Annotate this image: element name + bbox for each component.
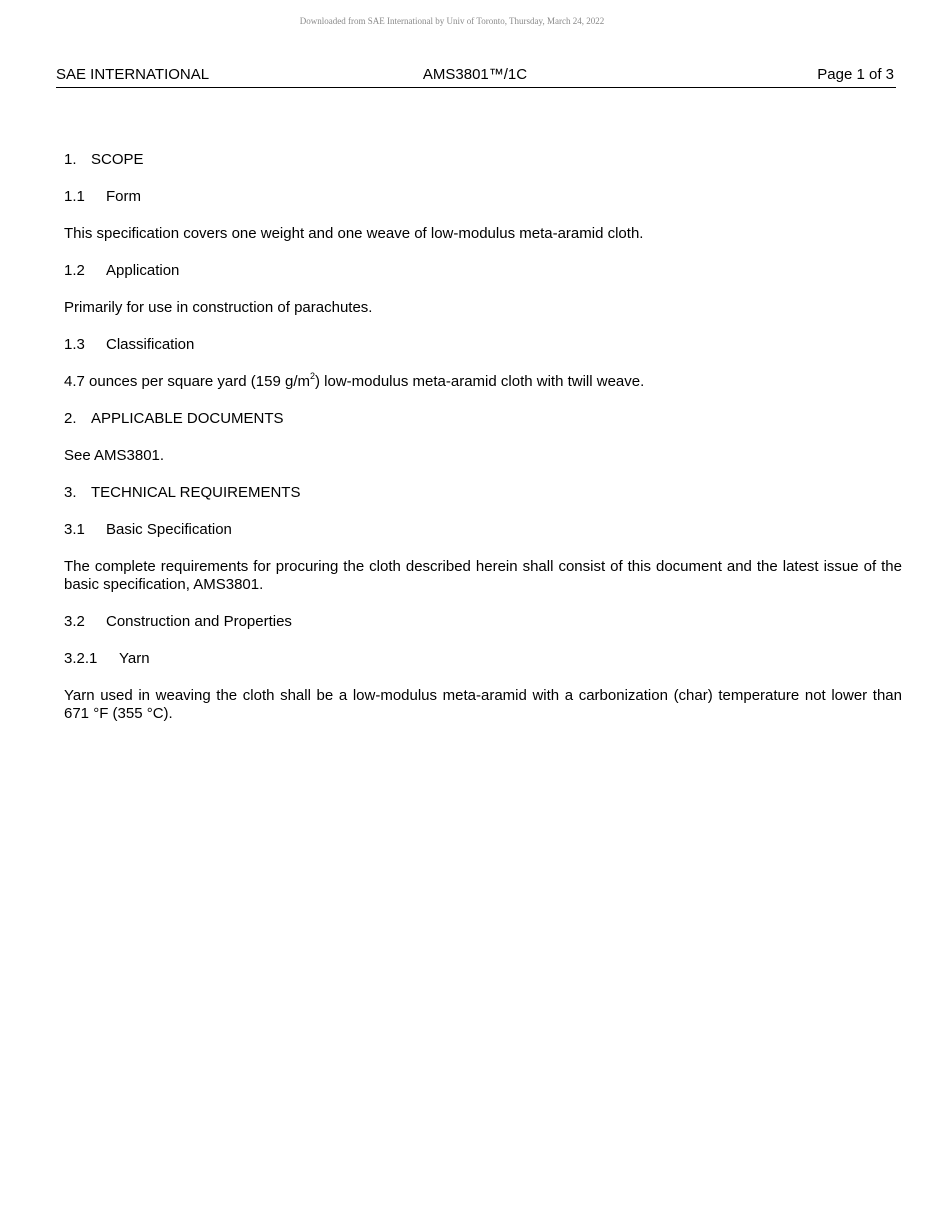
- section-heading-form: [64, 188, 902, 206]
- section-title: Form: [106, 188, 141, 205]
- section-heading-construction-properties: [64, 613, 902, 631]
- section-title: TECHNICAL REQUIREMENTS: [91, 484, 301, 501]
- document-number: AMS3801™/1C: [422, 66, 528, 83]
- page-header: [56, 66, 896, 88]
- section-title: Application: [106, 262, 180, 279]
- section-title: APPLICABLE DOCUMENTS: [91, 410, 284, 427]
- paragraph-classification: [64, 373, 902, 391]
- section-heading-application: [64, 262, 902, 280]
- download-banner: Downloaded from SAE International by Univ of Toronto, Thursday, March 24, 2022: [299, 16, 605, 26]
- page-number: Page 1 of 3: [817, 66, 894, 83]
- section-number: 1.1: [64, 188, 85, 205]
- classification-text: 4.7 ounces per square yard (159 g/m: [64, 373, 310, 390]
- paragraph-yarn: Yarn used in weaving the cloth shall be a low-modulus meta-aramid with a carbonization (char) temperature not lower than 671 °F (355 °C).: [64, 687, 902, 722]
- section-number: 3.: [64, 484, 77, 501]
- section-heading-scope: [64, 151, 902, 169]
- section-heading-basic-specification: [64, 521, 902, 539]
- section-title: Classification: [106, 336, 195, 353]
- paragraph-basic-specification: The complete requirements for procuring the cloth described herein shall consist of this document and the latest issue of the basic specification, AMS3801.: [64, 558, 902, 593]
- section-number: 1.: [64, 151, 77, 168]
- document-body: [64, 151, 902, 742]
- section-heading-classification: [64, 336, 902, 354]
- section-title: SCOPE: [91, 151, 144, 168]
- section-number: 1.3: [64, 336, 85, 353]
- paragraph-application: Primarily for use in construction of parachutes.: [64, 299, 373, 316]
- section-number: 1.2: [64, 262, 85, 279]
- section-title: Construction and Properties: [106, 613, 292, 630]
- paragraph-form: This specification covers one weight and one weave of low-modulus meta-aramid cloth.: [64, 225, 644, 242]
- section-number: 3.1: [64, 521, 85, 538]
- superscript-exponent: 2: [309, 371, 315, 381]
- publisher-name: SAE INTERNATIONAL: [56, 66, 210, 83]
- section-number: 3.2.1: [64, 650, 98, 667]
- section-heading-yarn: [64, 650, 902, 668]
- section-heading-applicable-documents: [64, 410, 902, 428]
- section-heading-technical-requirements: [64, 484, 902, 502]
- section-number: 2.: [64, 410, 77, 427]
- section-number: 3.2: [64, 613, 85, 630]
- section-title: Yarn: [119, 650, 150, 667]
- section-title: Basic Specification: [106, 521, 232, 538]
- classification-text-cont: ) low-modulus meta-aramid cloth with twill weave.: [315, 373, 645, 390]
- paragraph-applicable-documents: See AMS3801.: [64, 447, 165, 464]
